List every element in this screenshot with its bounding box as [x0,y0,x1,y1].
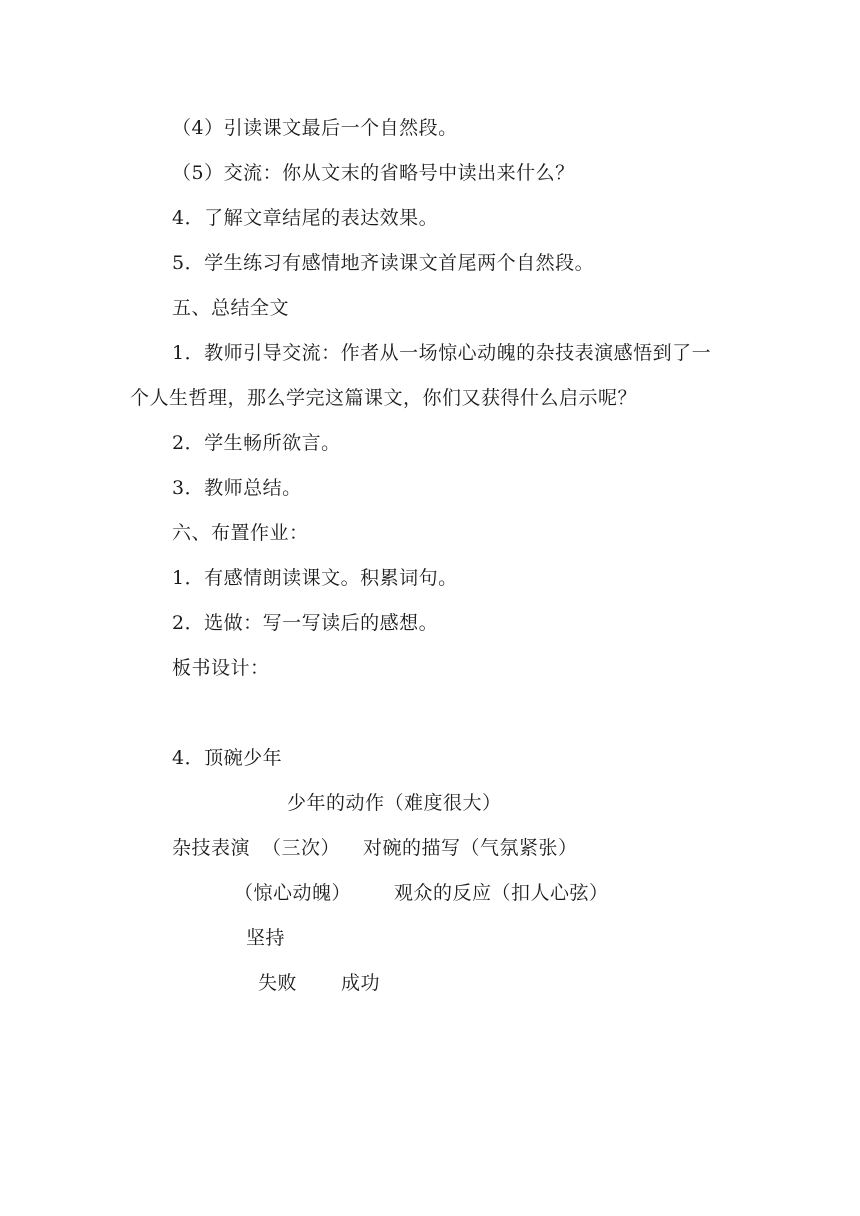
section-heading: 六、布置作业： [172,522,309,544]
board-item: 坚持 [246,927,286,949]
paragraph-line: 2．选做：写一写读后的感想。 [172,612,439,634]
paragraph-line: 3．教师总结。 [172,477,302,499]
board-item: 杂技表演 [172,837,251,859]
board-item: 观众的反应（扣人心弦） [394,882,609,904]
paragraph-line: （5）交流：你从文末的省略号中读出来什么？ [172,162,575,184]
paragraph-line: 1．教师引导交流：作者从一场惊心动魄的杂技表演感悟到了一 [172,342,712,364]
section-heading: 五、总结全文 [172,297,290,319]
board-item: （三次） [262,837,341,859]
paragraph-line: 个人生哲理，那么学完这篇课文，你们又获得什么启示呢？ [130,387,638,409]
board-title: 4．顶碗少年 [172,747,283,769]
paragraph-line: 4．了解文章结尾的表达效果。 [172,207,439,229]
paragraph-line: 2．学生畅所欲言。 [172,432,341,454]
board-design-label: 板书设计： [172,657,270,679]
board-item: 成功 [341,972,381,994]
paragraph-line: 1．有感情朗读课文。积累词句。 [172,567,458,589]
board-item: 对碗的描写（气氛紧张） [363,837,578,859]
paragraph-line: （4）引读课文最后一个自然段。 [172,117,458,139]
board-item: 少年的动作（难度很大） [287,792,502,814]
board-item: （惊心动魄） [234,882,352,904]
paragraph-line: 5．学生练习有感情地齐读课文首尾两个自然段。 [172,252,595,274]
board-item: 失败 [258,972,298,994]
